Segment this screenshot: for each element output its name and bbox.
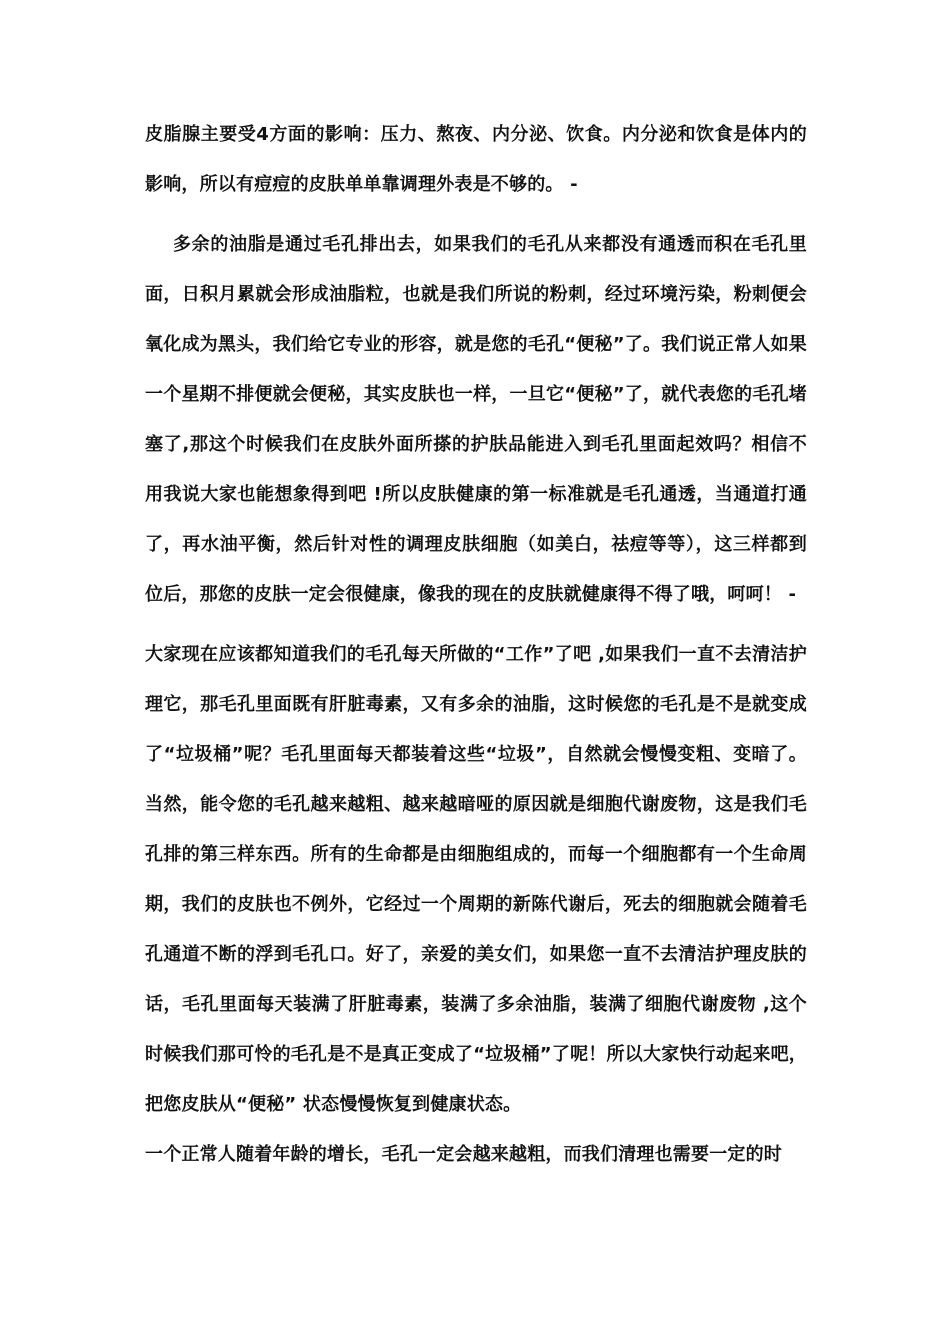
paragraph-gap	[145, 210, 807, 220]
paragraph-pore-trash-can: 大家现在应该都知道我们的毛孔每天所做的“工作”了吧 ,如果我们一直不去清洁护理它，那毛孔里面既有肝脏毒素，又有多余的油脂，这时候您的毛孔是不是就变成了“垃圾桶”呢？毛孔里面每天都装着这些“垃圾”，自然就会慢慢变粗、变暗了。当然，能令您的毛孔越来越粗、越来越暗哑的原因就是细胞代谢废物，这是我们毛孔排的第三样东西。所有的生命都是由细胞组成的，而每一个细胞都有一个生命周期，我们的皮肤也不例外，它经过一个周期的新陈代谢后，死去的细胞就会随着毛孔通道不断的浮到毛孔口。好了，亲爱的美女们，如果您一直不去清洁护理皮肤的话，毛孔里面每天装满了肝脏毒素，装满了多余油脂，装满了细胞代谢废物 ,这个时候我们那可怜的毛孔是不是真正变成了“垃圾桶”了呢！所以大家快行动起来吧，把您皮肤从“便秘” 状态慢慢恢复到健康状态。	[145, 644, 807, 1115]
paragraph-gap	[145, 620, 807, 630]
document-body	[145, 110, 807, 1180]
paragraph-age-pores: 一个正常人随着年龄的增长，毛孔一定会越来越粗，而我们清理也需要一定的时	[145, 1144, 782, 1165]
paragraph-pore-constipation: 多余的油脂是通过毛孔排出去，如果我们的毛孔从来都没有通透而积在毛孔里面，日积月累就会形成油脂粒，也就是我们所说的粉刺，经过环境污染，粉刺便会氧化成为黑头，我们给它专业的形容，就是您的毛孔“便秘”了。我们说正常人如果一个星期不排便就会便秘，其实皮肤也一样，一旦它“便秘”了，就代表您的毛孔堵塞了,那这个时候我们在皮肤外面所搽的护肤品能进入到毛孔里面起效吗？相信不用我说大家也能想象得到吧 !所以皮肤健康的第一标准就是毛孔通透，当通道打通了，再水油平衡，然后针对性的调理皮肤细胞（如美白，祛痘等等），这三样都到位后，那您的皮肤一定会很健康，像我的现在的皮肤就健康得不得了哦，呵呵！ -	[145, 234, 807, 605]
paragraph-sebaceous-influences: 皮脂腺主要受4方面的影响：压力、熬夜、内分泌、饮食。内分泌和饮食是体内的影响，所以有痘痘的皮肤单单靠调理外表是不够的。 -	[145, 124, 807, 195]
